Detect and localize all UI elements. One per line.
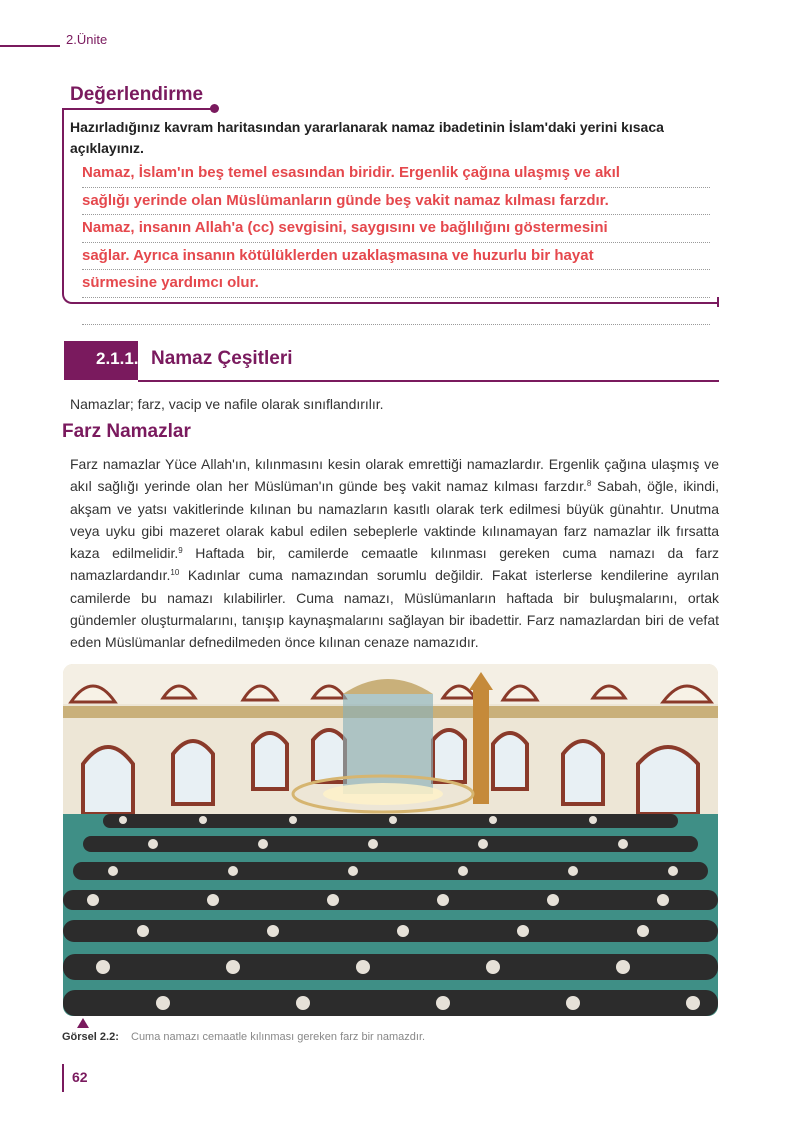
evaluation-title-rule (64, 108, 214, 110)
page-number-bar (62, 1064, 64, 1092)
evaluation-question: Hazırladığınız kavram haritasından yararlanarak namaz ibadetinin İslam'daki yerini kısaca açıklayınız. (70, 119, 664, 156)
section-rule (138, 380, 719, 382)
mosque-photo (63, 664, 718, 1016)
answer-line: sağlığı yerinde olan Müslümanların günde beş vakit namaz kılması farzdır. (82, 188, 710, 216)
evaluation-box-end-tick (717, 297, 719, 307)
subsection-title: Farz Namazlar (62, 421, 191, 442)
footnote-ref: 10 (170, 568, 180, 578)
unit-rule (0, 45, 60, 47)
figure-label: Görsel 2.2: (62, 1031, 119, 1043)
page-number: 62 (72, 1069, 88, 1085)
evaluation-title-dot (210, 104, 219, 113)
evaluation-title: Değerlendirme (70, 84, 204, 105)
footnote-ref: 8 (586, 479, 592, 489)
paragraph-text: Haftada bir, camilerde cemaatle kılınması gereken cuma namazı da farz namazlardandır. (70, 545, 720, 584)
answer-line: Namaz, İslam'ın beş temel esasından biridir. Ergenlik çağına ulaşmış ve akıl (82, 160, 710, 188)
paragraph-text: Kadınlar cuma namazından sorumlu değildir. Fakat isterlerse kendilerine ayrılan camilerde bu namazı kılabilirler. Cuma namazı, Müslümanların haftada bir buluşmalarını, ortak gündemler oluşturmalarını, tanışıp kaynaşmalarını sağlayan bir ibadettir. Farz namazlardan biri de vefat eden Müslümanlar defnedilmeden önce kılınan cenaze namazıdır. (70, 567, 719, 651)
body-paragraph (70, 453, 719, 654)
answer-lines (82, 160, 710, 325)
section-title: Namaz Çeşitleri (151, 348, 293, 369)
answer-line: Namaz, insanın Allah'a (cc) sevgisini, saygısını ve bağlılığını göstermesini (82, 215, 710, 243)
section-number: 2.1.1. (96, 349, 139, 368)
caption-marker-icon (77, 1018, 89, 1028)
footnote-ref: 9 (178, 546, 183, 556)
paragraph-text: Sabah, öğle, ikindi, akşam ve yatsı vakitlerinde kılınan bu namazların kasıtlı olarak terk edilmesi büyük günahtır. Unutma veya uyku gibi mazeret olarak kabul edilen sebeplerle vaktinde kılınamayan farz namazlar ilk fırsatta kaza edilmelidir. (70, 478, 719, 562)
answer-line: sağlar. Ayrıca insanın kötülüklerden uzaklaşmasına ve huzurlu bir hayat (82, 243, 710, 271)
answer-line: sürmesine yardımcı olur. (82, 270, 710, 298)
answer-line (82, 298, 710, 326)
paragraph-text: Farz namazlar Yüce Allah'ın, kılınmasını kesin olarak emrettiği namazlardır. Ergenlik çağına ulaşmış ve akıl sağlığı yerinde olan her Müslüman'ın günde beş vakit namaz kılması farzdır. (70, 456, 719, 495)
intro-text: Namazlar; farz, vacip ve nafile olarak sınıflandırılır. (70, 396, 384, 412)
mosque-illustration (63, 664, 718, 1016)
unit-label: 2.Ünite (66, 32, 108, 47)
figure-caption: Cuma namazı cemaatle kılınması gereken farz bir namazdır. (131, 1031, 426, 1043)
